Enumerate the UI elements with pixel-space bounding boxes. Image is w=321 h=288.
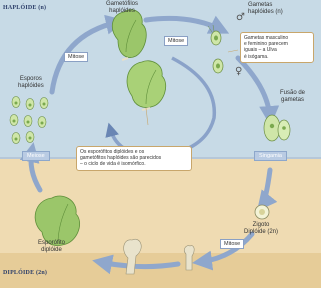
gametes-label: Gametas haplóides (n) — [248, 2, 283, 15]
spores-label: Esporos haplóides — [18, 76, 44, 89]
male-symbol-icon: ♂ — [236, 12, 245, 23]
mitose-left-tag: Mitose — [64, 52, 88, 62]
meiose-tag: Meiose — [22, 151, 50, 161]
zygote-label: Zigoto Diplóide (2n) — [244, 222, 279, 235]
haploid-band-label: HAPLÓIDE (n) — [3, 5, 47, 11]
gametes-note: Gametas masculino e feminino parecem iguais – a Ulva é isógama. — [240, 32, 314, 63]
singamia-tag: Singamia — [254, 151, 287, 161]
mitose-top-tag: Mitose — [164, 36, 188, 46]
cycle-note: Os esporófitos diplóides e os gametófitos haplóides são parecidos – o ciclo de vida é isomórfico. — [76, 146, 192, 171]
zygote — [255, 205, 269, 219]
mitose-bottom-tag: Mitose — [220, 239, 244, 249]
diploid-band-label: DIPLÓIDE (2n) — [3, 270, 48, 276]
female-symbol-icon: ♀ — [235, 66, 243, 77]
gamete-fusion-label: Fusão de gametas — [280, 90, 306, 103]
gametophytes-label: Gametófilos haplóides — [106, 1, 139, 14]
sporophyte-label: Esporófito diplóide — [38, 240, 66, 253]
